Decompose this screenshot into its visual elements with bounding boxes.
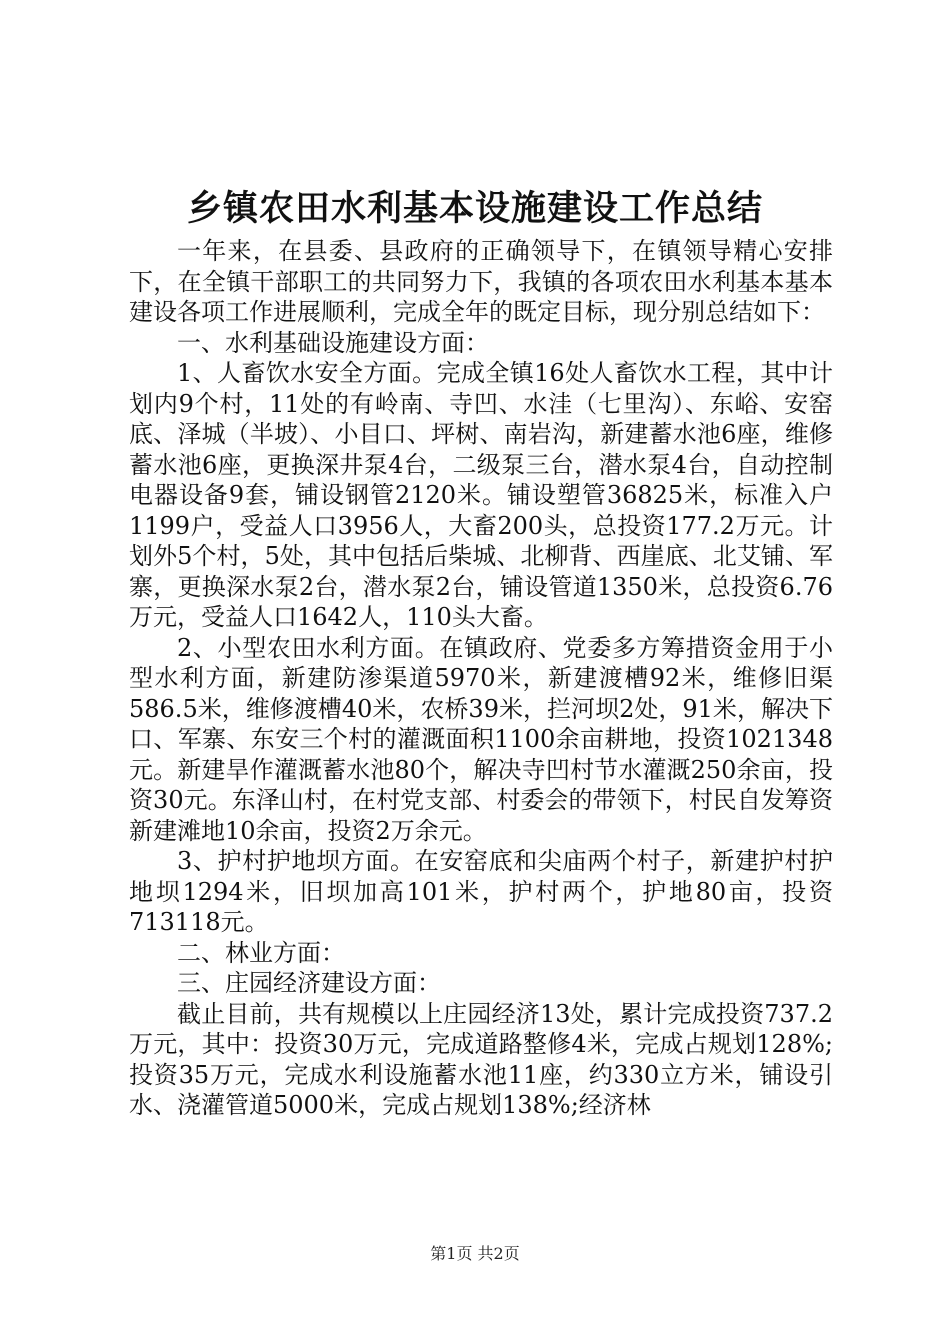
page-footer: 第1页 共2页: [430, 1244, 520, 1263]
paragraph-drinking-water: 1、人畜饮水安全方面。完成全镇16处人畜饮水工程，其中计划内9个村，11处的有岭南、寺凹、水洼（七里沟）、东峪、安窑底、泽城（半坡）、小目口、坪树、南岩沟，新建蓄水池6座，维修蓄水池6座，更换深井泵4台，二级泵三台，潜水泵4台，自动控制电器设备9套，铺设钢管2120米。铺设塑管36825米，标准入户1199户，受益人口3956人，大畜200头，总投资177.2万元。计划外5个村，5处，其中包括后柴城、北柳背、西崖底、北艾铺、军寨，更换深水泵2台，潜水泵2台，铺设管道1350米，总投资6.76万元，受益人口1642人，110头大畜。: [129, 359, 833, 631]
section-heading-forestry: 二、林业方面：: [177, 938, 345, 967]
document-body: [129, 236, 833, 1121]
section-heading-manor: 三、庄园经济建设方面：: [177, 969, 441, 997]
paragraph-small-irrigation: 2、小型农田水利方面。在镇政府、党委多方筹措资金用于小型水利方面，新建防渗渠道5970米，新建渡槽92米，维修旧渠586.5米，维修渡槽40米，农桥39米，拦河坝2处，91米，解决下口、军寨、东安三个村的灌溉面积1100余亩耕地，投资1021348元。新建旱作灌溉蓄水池80个，解决寺凹村节水灌溉250余亩，投资30元。东泽山村，在村党支部、村委会的带领下，村民自发筹资新建滩地10余亩，投资2万余元。: [129, 633, 833, 845]
section-heading-water: 一、水利基础设施建设方面：: [177, 328, 489, 357]
paragraph-manor-economy: 截止目前，共有规模以上庄园经济13处，累计完成投资737.2万元，其中：投资30万元，完成道路整修4米，完成占规划128%;投资35万元，完成水利设施蓄水池11座，约330立方米，铺设引水、浇灌管道5000米，完成占规划138%;经济林: [129, 999, 833, 1119]
intro-paragraph: 一年来，在县委、县政府的正确领导下，在镇领导精心安排下，在全镇干部职工的共同努力下，我镇的各项农田水利基本基本建设各项工作进展顺利，完成全年的既定目标，现分别总结如下：: [129, 237, 833, 326]
document-title: 乡镇农田水利基本设施建设工作总结: [186, 188, 763, 229]
paragraph-dam: 3、护村护地坝方面。在安窑底和尖庙两个村子，新建护村护地坝1294米，旧坝加高101米，护村两个，护地80亩，投资713118元。: [129, 847, 833, 936]
